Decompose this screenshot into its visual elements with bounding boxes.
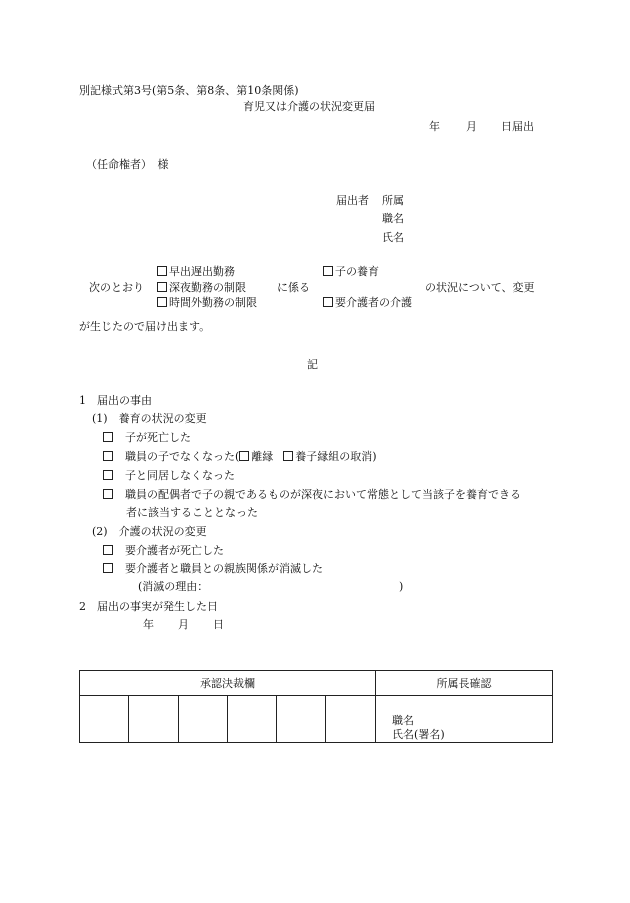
checkbox-icon[interactable] xyxy=(239,451,249,461)
checkbox-icon[interactable] xyxy=(103,563,113,573)
ki-mark: 記 xyxy=(307,358,318,371)
checkbox-icon[interactable] xyxy=(283,451,293,461)
option-child-care[interactable]: 子の養育 xyxy=(323,265,379,279)
checkbox-icon[interactable] xyxy=(103,432,113,442)
item-not-cohabiting[interactable]: 子と同居しなくなった xyxy=(103,469,235,483)
item-kinship-ended[interactable]: 要介護者と職員との親族関係が消滅した xyxy=(103,562,323,576)
checkbox-icon[interactable] xyxy=(323,297,333,307)
item-care-recipient-deceased[interactable]: 要介護者が死亡した xyxy=(103,544,224,558)
form-title: 育児又は介護の状況変更届 xyxy=(243,100,375,113)
checkbox-icon[interactable] xyxy=(103,470,113,480)
option-nursing-care[interactable]: 要介護者の介護 xyxy=(323,296,412,310)
notice-mid: に係る xyxy=(277,281,310,294)
checkbox-icon[interactable] xyxy=(157,282,167,292)
date-day-filed: 日届出 xyxy=(501,120,534,133)
approval-header: 承認決裁欄 xyxy=(80,671,376,696)
confirm-cell[interactable] xyxy=(376,696,553,743)
checkbox-icon[interactable] xyxy=(103,489,113,499)
option-overtime[interactable]: 時間外勤務の制限 xyxy=(157,296,257,310)
checkbox-icon[interactable] xyxy=(103,545,113,555)
approval-stamp-cell[interactable] xyxy=(129,696,179,743)
checkbox-icon[interactable] xyxy=(103,451,113,461)
sub1-heading: (1) 養育の状況の変更 xyxy=(92,412,207,425)
section2-heading: 2 届出の事実が発生した日 xyxy=(79,600,218,613)
item-spouse-cont: 者に該当することとなった xyxy=(126,506,258,519)
reason-close: ) xyxy=(399,580,404,593)
occurrence-year: 年 xyxy=(143,618,154,631)
option-late-night[interactable]: 深夜勤務の制限 xyxy=(157,281,246,295)
confirm-position: 職名 xyxy=(392,714,415,727)
submitter-name: 氏名 xyxy=(382,231,404,244)
notice-tail2: が生じたので届け出ます。 xyxy=(79,320,211,333)
occurrence-day: 日 xyxy=(213,618,224,631)
checkbox-icon[interactable] xyxy=(323,266,333,276)
notice-tail: の状況について、変更 xyxy=(425,281,535,294)
approval-stamp-cell[interactable] xyxy=(277,696,326,743)
confirm-name-sign: 氏名(署名) xyxy=(392,728,445,741)
submitter-position: 職名 xyxy=(382,212,404,225)
section1-heading: 1 届出の事由 xyxy=(79,394,152,407)
form-reference: 別記様式第3号(第5条、第8条、第10条関係) xyxy=(79,84,299,97)
item-child-deceased[interactable]: 子が死亡した xyxy=(103,431,191,445)
approval-stamp-cell[interactable] xyxy=(80,696,129,743)
confirm-header: 所属長確認 xyxy=(376,671,553,696)
approval-stamp-cell[interactable] xyxy=(326,696,376,743)
approval-table xyxy=(79,670,553,743)
submitter-label: 届出者 xyxy=(336,194,369,207)
checkbox-icon[interactable] xyxy=(157,297,167,307)
date-year: 年 xyxy=(429,120,440,133)
item-spouse-can-care[interactable]: 職員の配偶者で子の親であるものが深夜において常態として当該子を養育できる xyxy=(103,488,521,502)
date-month: 月 xyxy=(466,120,477,133)
item-no-longer-child[interactable]: 職員の子でなくなった( 離縁 養子縁組の取消) xyxy=(103,450,377,464)
reason-label: (消滅の理由： xyxy=(138,580,209,593)
approval-stamp-cell[interactable] xyxy=(228,696,277,743)
option-early-late[interactable]: 早出遅出勤務 xyxy=(157,265,235,279)
approval-stamp-cell[interactable] xyxy=(179,696,228,743)
addressee: （任命権者） 様 xyxy=(86,158,169,171)
occurrence-month: 月 xyxy=(178,618,189,631)
notice-lead: 次のとおり xyxy=(89,281,144,294)
sub2-heading: (2) 介護の状況の変更 xyxy=(92,525,207,538)
checkbox-icon[interactable] xyxy=(157,266,167,276)
submitter-affiliation: 所属 xyxy=(382,194,404,207)
